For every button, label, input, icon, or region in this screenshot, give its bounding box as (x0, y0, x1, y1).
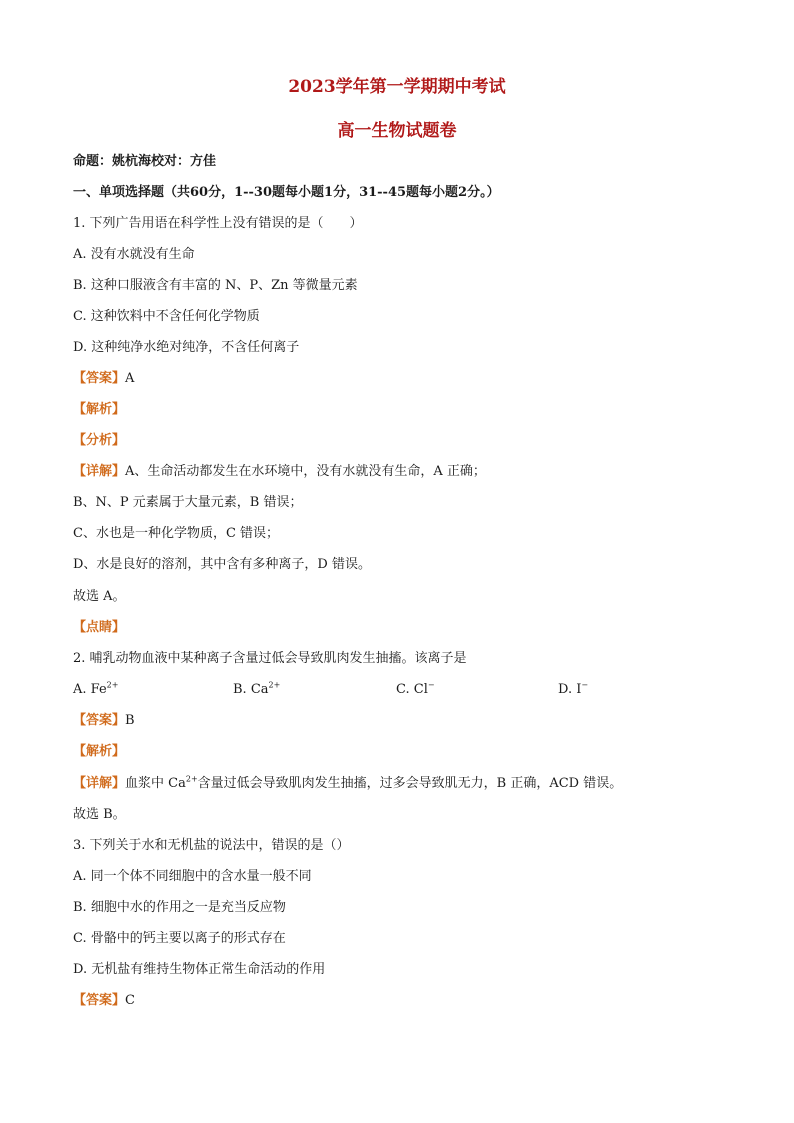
q1-jiexi (73, 402, 125, 418)
q3-option-d: D. 无机盐有维持生物体正常生命活动的作用 (73, 962, 326, 977)
q3-option-a: A. 同一个体不同细胞中的含水量一般不同 (73, 869, 312, 884)
answer-tag: 【答案】 (73, 371, 126, 386)
q2-option-c-sup: − (427, 680, 435, 690)
answer-value: B (125, 713, 135, 728)
detail-sup: 2+ (185, 774, 198, 784)
q1-detail-1 (73, 464, 486, 480)
q1-dianjing (73, 620, 125, 636)
q2-choose: 故选 B。 (73, 807, 126, 822)
q1-option-a: A. 没有水就没有生命 (73, 247, 195, 262)
analysis-tag: 【解析】 (73, 744, 126, 759)
q2-answer (73, 713, 135, 729)
q2-option-d-text: D. I (558, 682, 582, 697)
section-heading: 一、单项选择题（共60分，1--30题每小题1分，31--45题每小题2分。） (73, 185, 500, 200)
q2-option-b-sup: 2+ (268, 680, 281, 690)
q1-answer (73, 371, 134, 387)
exam-title: 2023学年第一学期期中考试 (288, 77, 506, 97)
q1-stem: 1. 下列广告用语在科学性上没有错误的是（ ） (73, 216, 363, 231)
q1-choose: 故选 A。 (73, 589, 126, 604)
q2-option-d (558, 682, 588, 698)
q2-option-c-text: C. Cl (396, 682, 428, 697)
q2-option-d-sup: − (581, 680, 589, 690)
q1-option-d: D. 这种纯净水绝对纯净，不含任何离子 (73, 340, 300, 355)
q2-stem: 2. 哺乳动物血液中某种离子含量过低会导致肌肉发生抽搐。该离子是 (73, 651, 467, 666)
q3-option-b: B. 细胞中水的作用之一是充当反应物 (73, 900, 286, 915)
q2-option-a-text: A. Fe (73, 682, 107, 697)
q1-option-b: B. 这种口服液含有丰富的 N、P、Zn 等微量元素 (73, 278, 358, 293)
q1-fenxi (73, 433, 125, 449)
q1-detail-4: D、水是良好的溶剂，其中含有多种离子，D 错误。 (73, 557, 371, 572)
q1-detail-2: B、N、P 元素属于大量元素，B 错误； (73, 495, 303, 510)
answer-tag: 【答案】 (73, 713, 126, 728)
detail-tag: 【详解】 (73, 776, 126, 791)
q2-detail (73, 776, 622, 792)
q3-option-c: C. 骨骼中的钙主要以离子的形式存在 (73, 931, 286, 946)
q3-answer (73, 993, 135, 1009)
detail-text-pre: 血浆中 Ca (125, 776, 186, 791)
analysis-tag: 【解析】 (73, 402, 126, 417)
q2-option-a (73, 682, 118, 698)
q2-option-c (396, 682, 435, 698)
authors-line: 命题：姚杭海校对：方佳 (73, 154, 217, 169)
answer-value: C (125, 993, 135, 1008)
detail-text-post: 含量过低会导致肌肉发生抽搐，过多会导致肌无力，B 正确，ACD 错误。 (197, 776, 623, 791)
detail-tag: 【详解】 (73, 464, 126, 479)
detail-text: A、生命活动都发生在水环境中，没有水就没有生命，A 正确； (125, 464, 486, 479)
exam-subtitle: 高一生物试题卷 (337, 121, 457, 141)
q2-option-a-sup: 2+ (106, 680, 119, 690)
analysis-sub-tag: 【分析】 (73, 433, 126, 448)
answer-tag: 【答案】 (73, 993, 126, 1008)
q3-stem: 3. 下列关于水和无机盐的说法中，错误的是（） (73, 838, 350, 853)
q2-option-b (233, 682, 280, 698)
comment-tag: 【点睛】 (73, 620, 126, 635)
q2-option-b-text: B. Ca (233, 682, 269, 697)
q1-detail-3: C、水也是一种化学物质，C 错误； (73, 526, 280, 541)
q1-option-c: C. 这种饮料中不含任何化学物质 (73, 309, 260, 324)
answer-value: A (125, 371, 135, 386)
q2-jiexi (73, 744, 125, 760)
